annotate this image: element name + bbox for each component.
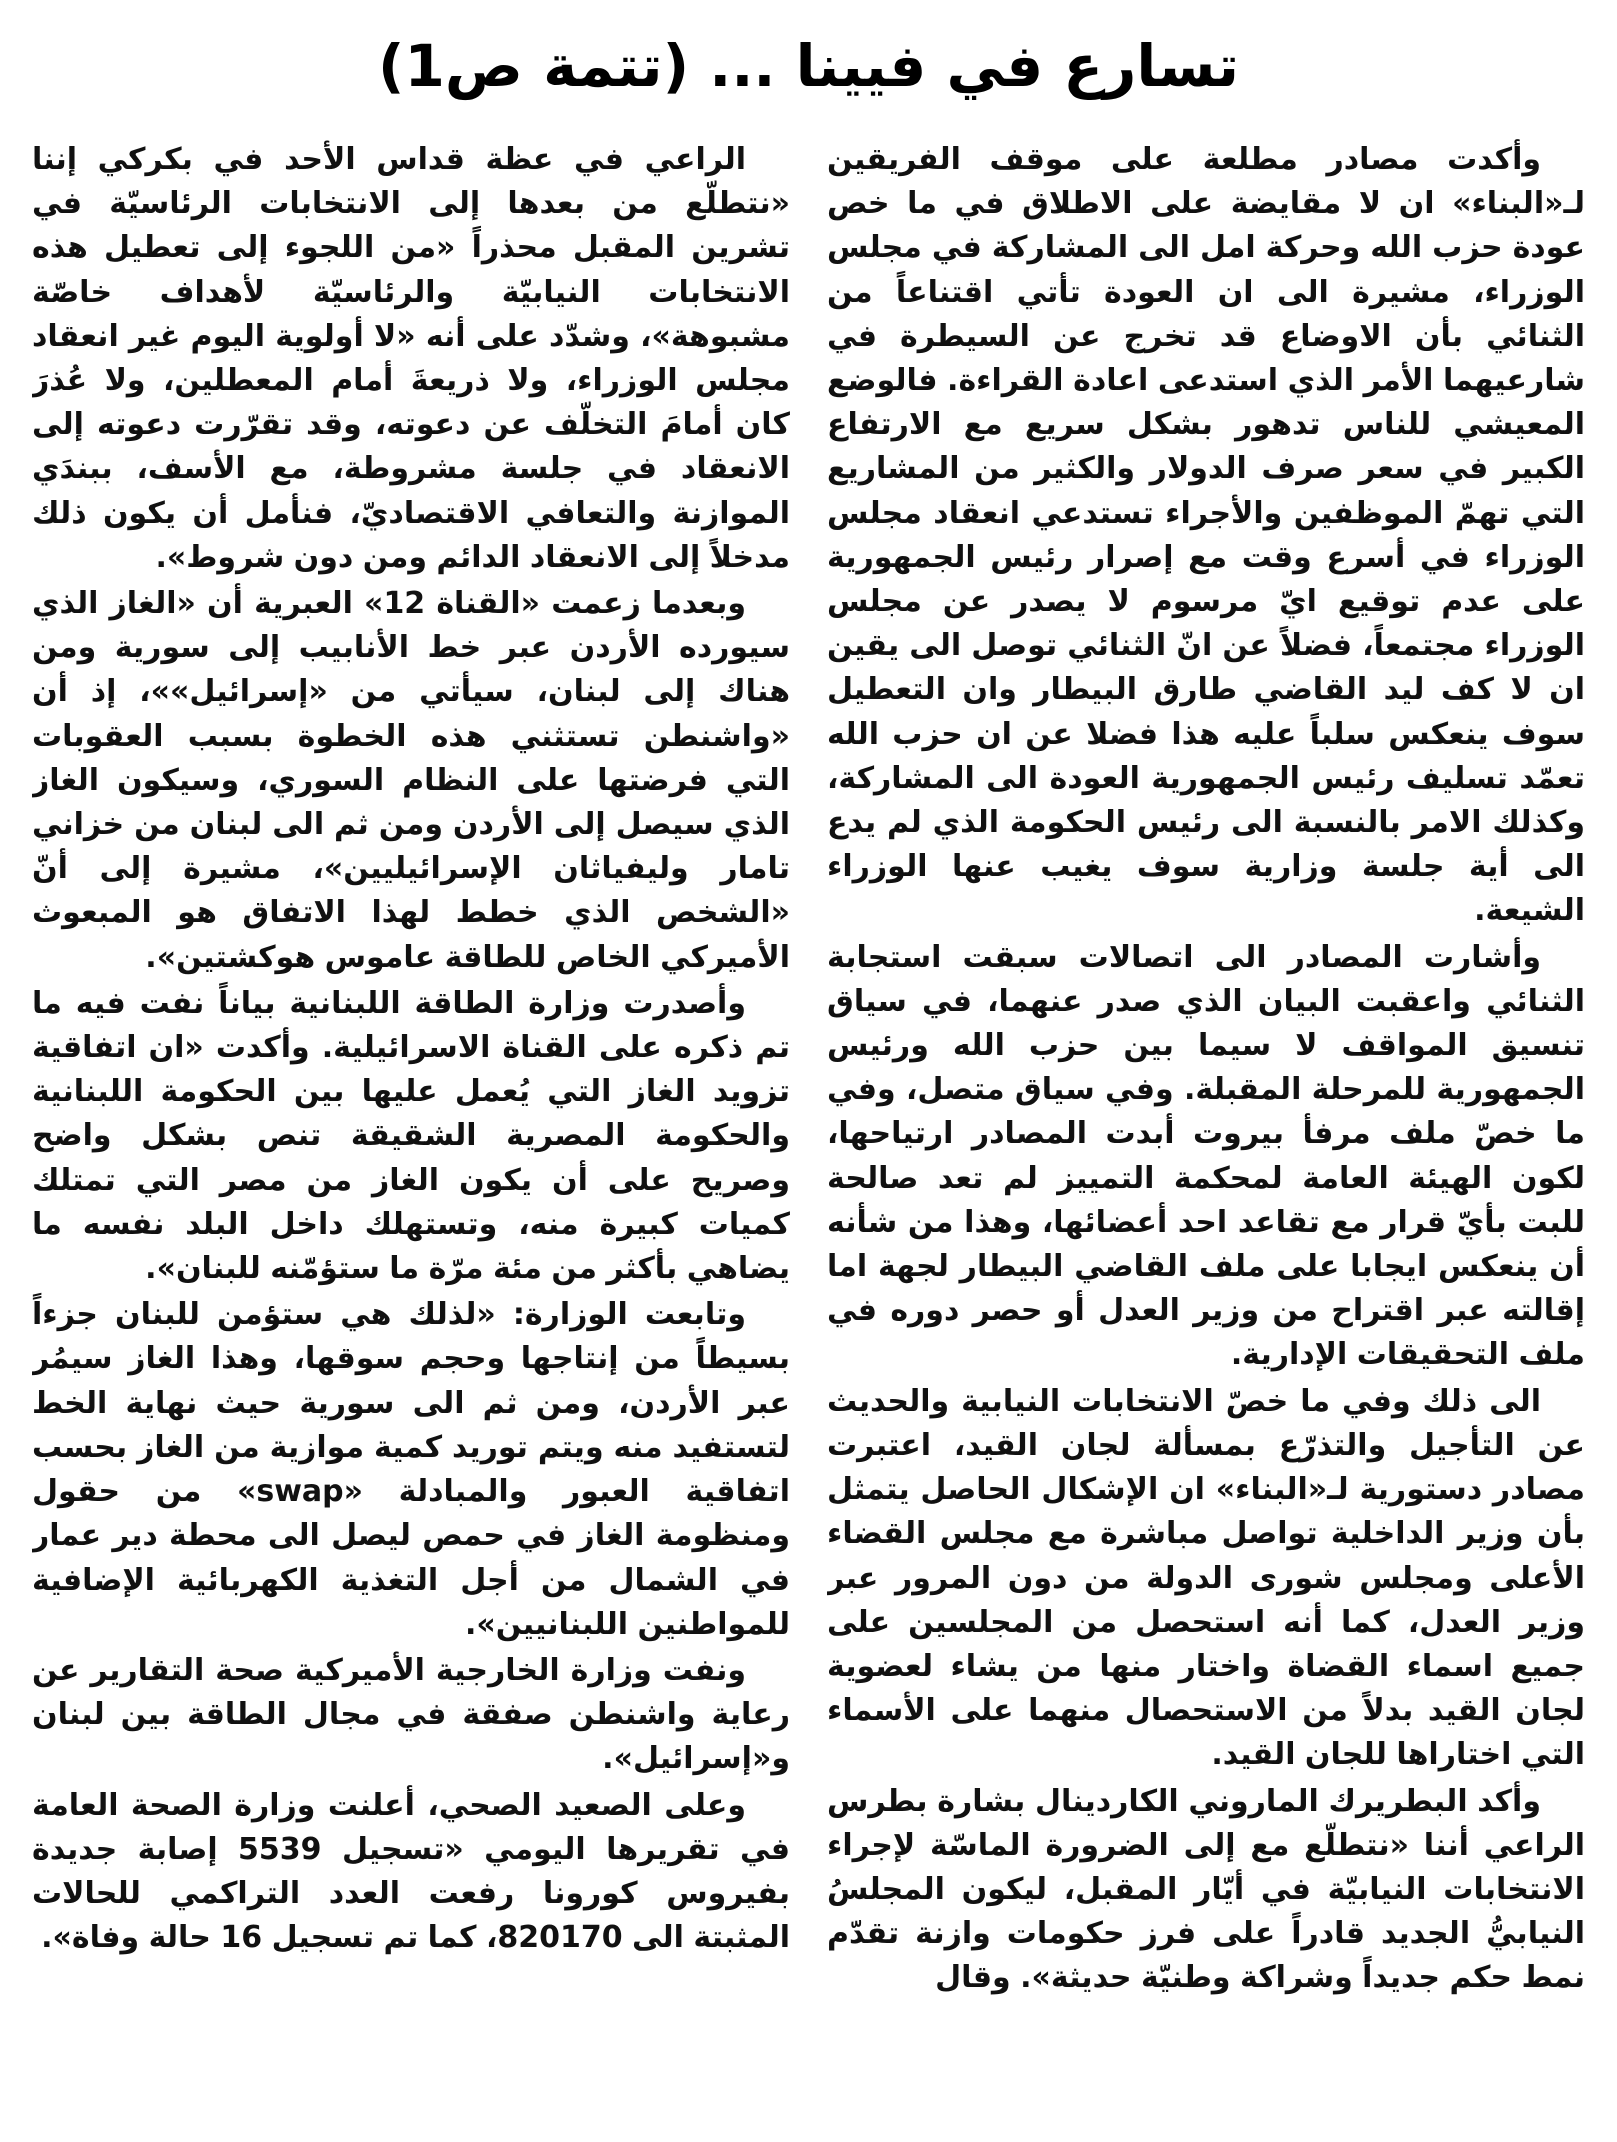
article-headline: تسارع في فيينا ... (تتمة ص1) (377, 32, 1239, 100)
paragraph: وبعدما زعمت «القناة 12» العبرية أن «الغاز الذي سيورده الأردن عبر خط الأنابيب إلى سورية ومن هناك إلى لبنان، سيأتي من «إسرائيل»»، إذ أن «واشنطن تستثني هذه الخطوة بسبب العقوبات التي فرضتها على النظام السوري، وسيكون الغاز الذي سيصل إلى الأردن ومن ثم الى لبنان من خزاني تامار وليفياثان الإسرائيليين»، مشيرة إلى أنّ «الشخص الذي خطط لهذا الاتفاق هو المبعوث الأميركي الخاص للطاقة عاموس هوكشتين». (32, 586, 790, 975)
paragraph: الراعي في عظة قداس الأحد في بكركي إننا «نتطلّع من بعدها إلى الانتخابات الرئاسيّة في تشرين المقبل محذراً «من اللجوء إلى تعطيل هذه الانتخابات النيابيّة والرئاسيّة لأهداف خاصّة مشبوهة»، وشدّد على أنه «لا أولوية اليوم غير انعقاد مجلس الوزراء، ولا ذريعةَ أمام المعطلين، ولا عُذرَ كان أمامَ التخلّف عن دعوته، وقد تقرّرت دعوته إلى الانعقاد في جلسة مشروطة، مع الأسف، ببندَي الموازنة والتعافي الاقتصاديّ، فنأمل أن يكون ذلك مدخلاً إلى الانعقاد الدائم ومن دون شروط». (32, 142, 790, 575)
paragraph: وأشارت المصادر الى اتصالات سبقت استجابة الثنائي واعقبت البيان الذي صدر عنهما، في سياق تنسيق المواقف لا سيما بين حزب الله ورئيس الجمهورية للمرحلة المقبلة. وفي سياق متصل، وفي ما خصّ ملف مرفأ بيروت أبدت المصادر ارتياحها، لكون الهيئة العامة لمحكمة التمييز لم تعد صالحة للبت بأيّ قرار مع تقاعد احد أعضائها، وهذا من شأنه أن ينعكس ايجابا على ملف القاضي البيطار لجهة اما إقالته عبر اقتراح من وزير العدل أو حصر دوره في ملف التحقيقات الإدارية. (827, 939, 1585, 1373)
paragraph: وأكدت مصادر مطلعة على موقف الفريقين لـ«البناء» ان لا مقايضة على الاطلاق في ما خص عودة حزب الله وحركة امل الى المشاركة في مجلس الوزراء، مشيرة الى ان العودة تأتي اقتناعاً من الثنائي بأن الاوضاع قد تخرج عن السيطرة في شارعيهما الأمر الذي استدعى اعادة القراءة. فالوضع المعيشي للناس تدهور بشكل سريع مع الارتفاع الكبير في سعر صرف الدولار والكثير من المشاريع التي تهمّ الموظفين والأجراء تستدعي انعقاد مجلس الوزراء في أسرع وقت مع إصرار رئيس الجمهورية على عدم توقيع ايّ مرسوم لا يصدر عن مجلس الوزراء مجتمعاً، فضلاً عن انّ الثنائي توصل الى يقين ان لا كف ليد القاضي طارق البيطار وان التعطيل سوف ينعكس سلباً عليه هذا فضلا عن ان حزب الله تعمّد تسليف رئيس الجمهورية العودة الى المشاركة، وكذلك الامر بالنسبة الى رئيس الحكومة الذي لم يدع الى أية جلسة وزارية سوف يغيب عنها الوزراء الشيعة. (827, 142, 1585, 929)
paragraph: وأكد البطريرك الماروني الكاردينال بشارة بطرس الراعي أننا «نتطلّع مع إلى الضرورة الماسّة لإجراء الانتخابات النيابيّة في أيّار المقبل، ليكون المجلسُ النيابيُّ الجديد قادراً على فرز حكومات وازنة تقدّم نمط حكم جديداً وشراكة وطنيّة حديثة». وقال (827, 1783, 1585, 1996)
left-column (32, 138, 790, 2098)
paragraph: ونفت وزارة الخارجية الأميركية صحة التقارير عن رعاية واشنطن صفقة في مجال الطاقة بين لبنان و«إسرائيل». (32, 1652, 790, 1777)
paragraph: وعلى الصعيد الصحي، أعلنت وزارة الصحة العامة في تقريرها اليومي «تسجيل 5539 إصابة جديدة بفيروس كورونا رفعت العدد التراكمي للحالات المثبتة الى 820170، كما تم تسجيل 16 حالة وفاة». (32, 1787, 790, 1956)
article-columns (32, 138, 1585, 2098)
paragraph: الى ذلك وفي ما خصّ الانتخابات النيابية والحديث عن التأجيل والتذرّع بمسألة لجان القيد، اعتبرت مصادر دستورية لـ«البناء» ان الإشكال الحاصل يتمثل بأن وزير الداخلية تواصل مباشرة مع مجلس القضاء الأعلى ومجلس شورى الدولة من دون المرور عبر وزير العدل، كما أنه استحصل من المجلسين على جميع اسماء القضاة واختار منها من يشاء لعضوية لجان القيد بدلاً من الاستحصال منهما على الأسماء التي اختاراها للجان القيد. (827, 1383, 1585, 1773)
paragraph: وأصدرت وزارة الطاقة اللبنانية بياناً نفت فيه ما تم ذكره على القناة الاسرائيلية. وأكدت «ان اتفاقية تزويد الغاز التي يُعمل عليها بين الحكومة اللبنانية والحكومة المصرية الشقيقة تنص بشكل واضح وصريح على أن يكون الغاز من مصر التي تمتلك كميات كبيرة منه، وتستهلك داخل البلد نفسه ما يضاهي بأكثر من مئة مرّة ما ستؤمّنه للبنان». (32, 985, 790, 1287)
right-column (827, 138, 1585, 2098)
paragraph: وتابعت الوزارة: «لذلك هي ستؤمن للبنان جزءاً بسيطاً من إنتاجها وحجم سوقها، وهذا الغاز سيمُر عبر الأردن، ومن ثم الى سورية حيث نهاية الخط لتستفيد منه ويتم توريد كمية موازية من الغاز بحسب اتفاقية العبور والمبادلة «swap» من حقول ومنظومة الغاز في حمص ليصل الى محطة دير عمار في الشمال من أجل التغذية الكهربائية الإضافية للمواطنين اللبنانيين». (32, 1297, 790, 1642)
